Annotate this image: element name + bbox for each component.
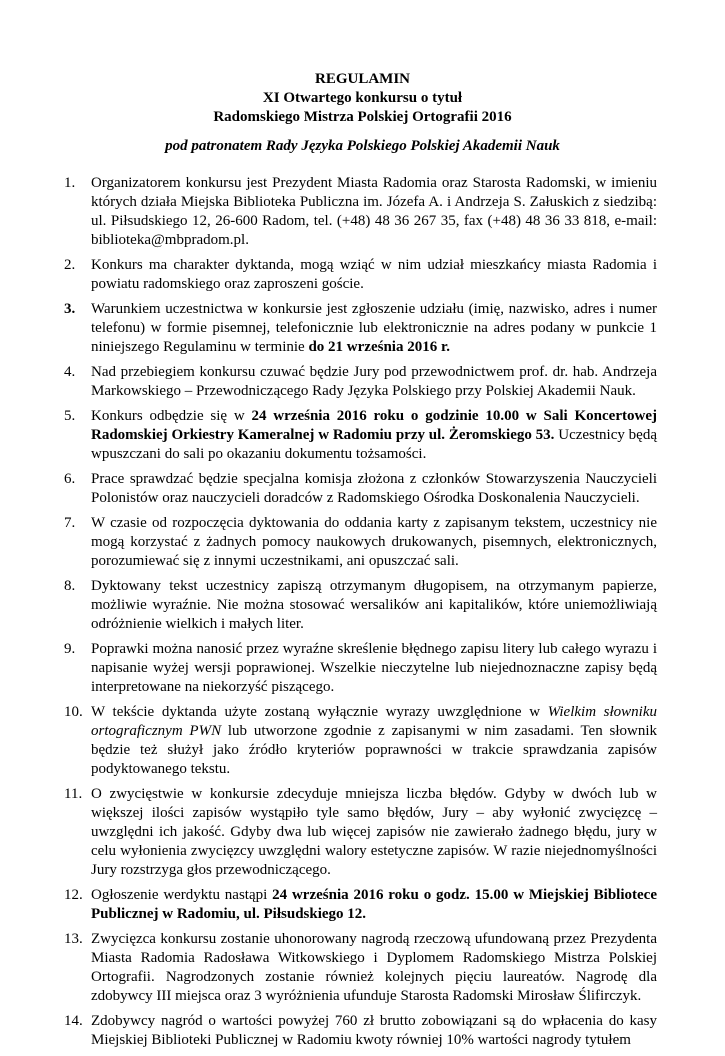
rule-text-segment: Warunkiem uczestnictwa w konkursie jest zgłoszenie udziału (imię, nazwisko, adres i numer telefonu) w formie pisemnej, telefonicznie lub elektronicznie na adres podany w punkcie 1 niniejszego Regulaminu w terminie <box>91 301 657 355</box>
rule-text <box>91 1012 657 1050</box>
rule-text <box>91 470 657 508</box>
rule-item <box>64 174 657 250</box>
rule-number: 11. <box>64 786 83 802</box>
rule-item <box>64 514 657 571</box>
document-title: REGULAMIN <box>314 71 410 87</box>
rule-text <box>91 174 657 250</box>
rule-text <box>91 577 657 634</box>
rule-number: 4. <box>64 364 76 380</box>
rule-number: 13. <box>64 931 83 947</box>
rule-number: 6. <box>64 471 76 487</box>
rule-number: 12. <box>64 887 83 903</box>
rule-text-italic: Wielkim słowniku ortograficznym PWN <box>91 704 658 739</box>
rule-text-segment: Zwycięzca konkursu zostanie uhonorowany nagrodą rzeczową ufundowaną przez Prezydenta Miasta Radomia Radosława Witkowskiego i Dyplomem Radomskiego Mistrza Polskiej Ortografii. Nagrodzonych zostanie również kolejnych pięciu laureatów. Nagrodę dla zdobywcy III miejsca oraz 3 wyróżnienia ufunduje Starosta Radomski Mirosław Ślifirczyk. <box>91 931 657 1004</box>
rule-text-segment: Organizatorem konkursu jest Prezydent Miasta Radomia oraz Starosta Radomski, w imieniu których działa Miejska Biblioteka Publiczna im. Józefa A. i Andrzeja S. Załuskich z siedzibą: ul. Piłsudskiego 12, 26-600 Radom, tel. (+48) 48 36 267 35, fax (+48) 48 36 33 818, e-mail: biblioteka@mbpradom.pl. <box>91 175 657 248</box>
rule-item <box>64 930 657 1006</box>
rule-number: 2. <box>64 257 76 273</box>
rules-list <box>64 174 657 1056</box>
rule-number: 5. <box>64 408 76 424</box>
rule-number: 1. <box>64 175 76 191</box>
rule-text <box>91 407 657 464</box>
rule-item <box>64 470 657 508</box>
rule-text-segment: lub utworzone zgodnie z zapisanymi w nim zasadami. Ten słownik będzie też służył jako źródło kryteriów poprawności w trakcie sprawdzania zapisów podyktowanego tekstu. <box>91 723 657 777</box>
rule-number: 10. <box>64 704 83 720</box>
rule-item <box>64 886 657 924</box>
rule-text-bold: 24 września 2016 roku o godzinie 10.00 w Sali Koncertowej Radomskiej Orkiestry Kameralnej w Radomiu przy ul. Żeromskiego 53. <box>91 408 657 443</box>
rule-item <box>64 640 657 697</box>
rule-item <box>64 577 657 634</box>
rule-text-segment: Konkurs odbędzie się w <box>91 408 252 424</box>
rule-text <box>91 300 657 357</box>
rule-item <box>64 407 657 464</box>
rule-text-segment: W tekście dyktanda użyte zostaną wyłącznie wyrazy uwzględnione w <box>91 704 548 720</box>
rule-text-segment: W czasie od rozpoczęcia dyktowania do oddania karty z zapisanym tekstem, uczestnicy nie mogą korzystać z żadnych pomocy naukowych drukowanych, pisemnych, elektronicznych, porozumiewać się z innymi uczestnikami, ani opuszczać sali. <box>91 515 657 569</box>
rule-number: 3. <box>64 301 76 317</box>
rule-text <box>91 640 657 697</box>
rule-text <box>91 514 657 571</box>
rule-text <box>91 363 657 401</box>
rule-item <box>64 785 657 880</box>
rule-text-segment: Ogłoszenie werdyktu nastąpi <box>91 887 273 903</box>
rule-text-bold: 24 września 2016 roku o godz. 15.00 w Miejskiej Bibliotece Publicznej w Radomiu, ul. Piłsudskiego 12. <box>91 887 657 922</box>
document-title-line-3: Radomskiego Mistrza Polskiej Ortografii 2016 <box>213 109 512 125</box>
rule-text-segment: Nad przebiegiem konkursu czuwać będzie Jury pod przewodnictwem prof. dr. hab. Andrzeja Markowskiego – Przewodniczącego Rady Języka Polskiego przy Polskiej Akademii Nauk. <box>91 364 657 399</box>
rule-text-segment: Zdobywcy nagród o wartości powyżej 760 zł brutto zobowiązani są do wpłacenia do kasy Miejskiej Biblioteki Publicznej w Radomiu kwoty równiej 10% wartości nagrody tytułem <box>91 1013 657 1048</box>
rule-text <box>91 256 657 294</box>
rule-item <box>64 363 657 401</box>
rule-number: 8. <box>64 578 76 594</box>
rule-text <box>91 886 657 924</box>
rule-text-segment: Prace sprawdzać będzie specjalna komisja złożona z członków Stowarzyszenia Nauczycieli Polonistów oraz nauczycieli doradców z Radomskiego Ośrodka Doskonalenia Nauczycieli. <box>91 471 657 506</box>
rule-text <box>91 785 657 880</box>
rule-text-segment: Dyktowany tekst uczestnicy zapiszą otrzymanym długopisem, na otrzymanym papierze, możliwie wyraźnie. Nie można stosować wersalików ani kapitalików, które uniemożliwiają odróżnienie wielkich i małych liter. <box>91 578 657 632</box>
rule-text-segment: O zwycięstwie w konkursie zdecyduje mniejsza liczba błędów. Gdyby w dwóch lub w większej ilości zapisów wystąpiło tyle samo błędów, Jury – aby wyłonić zwycięzcę – uwzględni ich jakość. Gdyby dwa lub więcej zapisów nie zawierało żadnego błędu, jury w celu wyłonienia zwycięzcy uwzględni walory estetyczne zapisów. W razie niejednomyślności Jury rozstrzyga głos przewodniczącego. <box>91 786 657 878</box>
rule-number: 7. <box>64 515 76 531</box>
rule-text-bold: do 21 września 2016 r. <box>308 339 450 355</box>
rule-text <box>91 930 657 1006</box>
patronage-line: pod patronatem Rady Języka Polskiego Polskiej Akademii Nauk <box>165 138 560 154</box>
rule-item <box>64 256 657 294</box>
title-block <box>0 70 725 127</box>
rule-item <box>64 300 657 357</box>
rule-text-segment: Konkurs ma charakter dyktanda, mogą wziąć w nim udział mieszkańcy miasta Radomia i powiatu radomskiego oraz zaproszeni goście. <box>91 257 657 292</box>
rule-number: 14. <box>64 1013 83 1029</box>
rule-item <box>64 1012 657 1050</box>
rule-item <box>64 703 657 779</box>
document-title-line-2: XI Otwartego konkursu o tytuł <box>262 90 463 106</box>
rule-text-segment: Poprawki można nanosić przez wyraźne skreślenie błędnego zapisu litery lub całego wyrazu i napisanie wyżej wersji poprawionej. Wszelkie nieczytelne lub niejednoznaczne zapisy będą interpretowane na niekorzyść piszącego. <box>91 641 657 695</box>
rule-text-segment: Uczestnicy będą wpuszczani do sali po okazaniu dokumentu tożsamości. <box>91 427 657 462</box>
rule-number: 9. <box>64 641 76 657</box>
rule-text <box>91 703 657 779</box>
